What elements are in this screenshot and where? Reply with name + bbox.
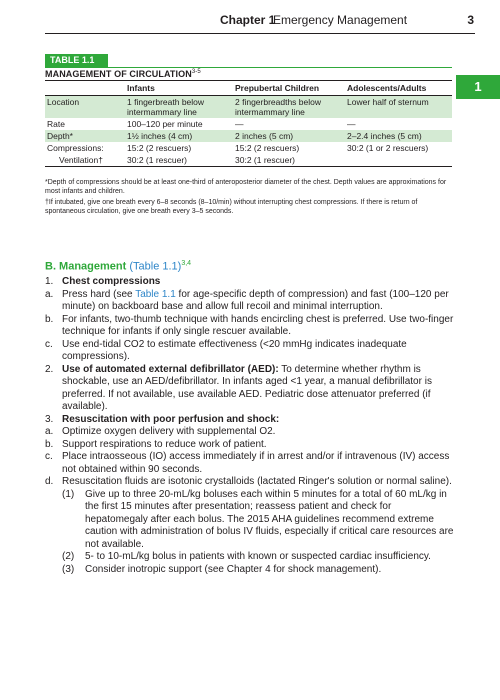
table-cell: 15:2 (2 rescuers)	[235, 143, 300, 153]
table-title-ref: 3-5	[191, 69, 201, 75]
column-header: Adolescents/Adults	[345, 81, 452, 96]
list-item	[45, 364, 455, 414]
item-letter: b.	[45, 313, 54, 325]
sub-list-item	[45, 489, 455, 552]
item-letter: a.	[45, 288, 54, 300]
item-text: Support respirations to reduce work of patient.	[62, 438, 267, 450]
table-cell: —	[235, 119, 244, 129]
table-footnote-depth: *Depth of compressions should be at least one-third of anteroposterior diameter of the chest. Depth values are approximations for most infants and children.	[45, 179, 447, 195]
list-item	[45, 339, 455, 364]
table-cell: Location	[45, 96, 125, 119]
table-cell: 30:2 (1 or 2 rescuers)	[347, 143, 429, 153]
item-number: (2)	[62, 551, 75, 562]
table-row	[45, 96, 452, 119]
running-header	[0, 0, 500, 40]
table-cell: 2–2.4 inches (5 cm)	[345, 130, 452, 142]
page-number: 3	[467, 13, 474, 27]
column-header: Infants	[125, 81, 233, 96]
list-item	[45, 451, 455, 476]
item-text: Resuscitation fluids are isotonic crystalloids (lactated Ringer's solution or normal saline).	[62, 476, 452, 487]
table-row	[45, 142, 452, 154]
column-header	[45, 81, 125, 96]
header-rule	[45, 33, 475, 34]
item-letter: a.	[45, 426, 54, 437]
item-letter: c.	[45, 338, 53, 350]
column-header: Prepubertal Children	[233, 81, 345, 96]
item-text: Press hard (see	[62, 288, 136, 300]
table-cell: Ventilation†	[45, 154, 125, 167]
list-item	[45, 314, 455, 339]
item-letter: b.	[45, 438, 54, 450]
table-cell: 2 fingerbreadths below intermammary line	[233, 96, 345, 119]
table-cell	[345, 154, 452, 167]
table-cell: Rate	[47, 119, 65, 129]
item-number: (1)	[62, 488, 75, 500]
table-cell: 1 fingerbreath below intermammary line	[125, 96, 233, 119]
item-text: For infants, two-thumb technique with hands encircling chest is preferred. Use two-finger technique for infants if only single rescuer available.	[62, 313, 454, 337]
list-item	[45, 289, 455, 314]
section-body	[45, 276, 455, 576]
citation-ref: 3,4	[181, 260, 192, 267]
table-cell: Lower half of sternum	[345, 96, 452, 119]
table-cell: Depth*	[45, 130, 125, 142]
table-label: TABLE 1.1	[45, 54, 108, 67]
table-cell: 100–120 per minute	[127, 119, 203, 129]
table-cell: Compressions:	[47, 143, 104, 153]
item-text: Optimize oxygen delivery with supplemental O2.	[62, 426, 276, 437]
item-text: To determine whether rhythm is shockable, use an AED/defibrillator. In infants aged <1 year, a manual defibrillator is preferred. If not available, use available AED. Pediatric dose attenuator preferred (if available).	[62, 363, 432, 412]
table-reference-link[interactable]: (Table 1.1)	[129, 260, 182, 273]
section-heading	[45, 260, 191, 273]
item-number: (3)	[62, 563, 75, 575]
item-letter: d.	[45, 476, 54, 487]
table-title-text: MANAGEMENT OF CIRCULATION	[45, 69, 192, 79]
item-text: Chest compressions	[62, 276, 161, 287]
sub-list-item	[45, 551, 455, 564]
item-text: Give up to three 20-mL/kg boluses each within 5 minutes for a total of 60 mL/kg in the first 15 minutes after presentation; reassess patient and check for hepatomegaly after each bolus. The 2015 AHA guidelines recommend extreme caution with administration of bolus IV fluids, especially if critical care resources are not available.	[85, 488, 454, 550]
table-header-row	[45, 81, 452, 96]
table-row	[45, 118, 452, 130]
item-text: Place intraosseous (IO) access immediately if in arrest and/or if intravenous (IV) access not obtained within 90 seconds.	[62, 451, 450, 475]
section-title: B. Management	[45, 260, 127, 273]
item-heading: Use of automated external defibrillator (AED):	[62, 363, 279, 375]
list-item	[45, 476, 455, 489]
list-item	[45, 276, 455, 289]
item-number: 2.	[45, 363, 54, 375]
table-cell: 1½ inches (4 cm)	[125, 130, 233, 142]
table-row	[45, 130, 452, 142]
chapter-label: Chapter 1	[220, 13, 276, 27]
chapter-tab: 1	[456, 75, 500, 99]
table-cell: 30:2 (1 rescuer)	[233, 154, 345, 167]
item-text: for age-specific depth of compression) and fast (100–120 per minute) on backboard base and allow full recoil and minimal interruption.	[62, 288, 449, 312]
item-text: Consider inotropic support (see Chapter 4 for shock management).	[85, 563, 382, 575]
item-text: Use end-tidal CO2 to estimate effectiveness (<20 mmHg indicates inadequate compressions).	[62, 338, 407, 362]
table-cell: —	[347, 119, 356, 129]
list-item	[45, 426, 455, 439]
table-link[interactable]: Table 1.1	[135, 288, 176, 300]
list-item	[45, 414, 455, 427]
table-footnote-ventilation: †If intubated, give one breath every 6–8 seconds (8–10/min) without interrupting chest compressions. If there is return of spontaneous circulation, give one breath every 3–5 seconds.	[45, 199, 418, 215]
table-cell: 30:2 (1 rescuer)	[125, 154, 233, 167]
item-number: 1.	[45, 276, 54, 287]
table-title	[45, 67, 452, 79]
circulation-table	[45, 80, 452, 167]
item-letter: c.	[45, 451, 53, 462]
table-cell: 2 inches (5 cm)	[233, 130, 345, 142]
item-number: 3.	[45, 413, 54, 425]
list-item	[45, 439, 455, 452]
item-text: Resuscitation with poor perfusion and shock:	[62, 413, 280, 425]
item-text: 5- to 10-mL/kg bolus in patients with known or suspected cardiac insufficiency.	[85, 551, 431, 562]
table-cell: 15:2 (2 rescuers)	[127, 143, 192, 153]
sub-list-item	[45, 564, 455, 577]
section-label: Emergency Management	[273, 13, 408, 27]
table-row	[45, 154, 452, 167]
